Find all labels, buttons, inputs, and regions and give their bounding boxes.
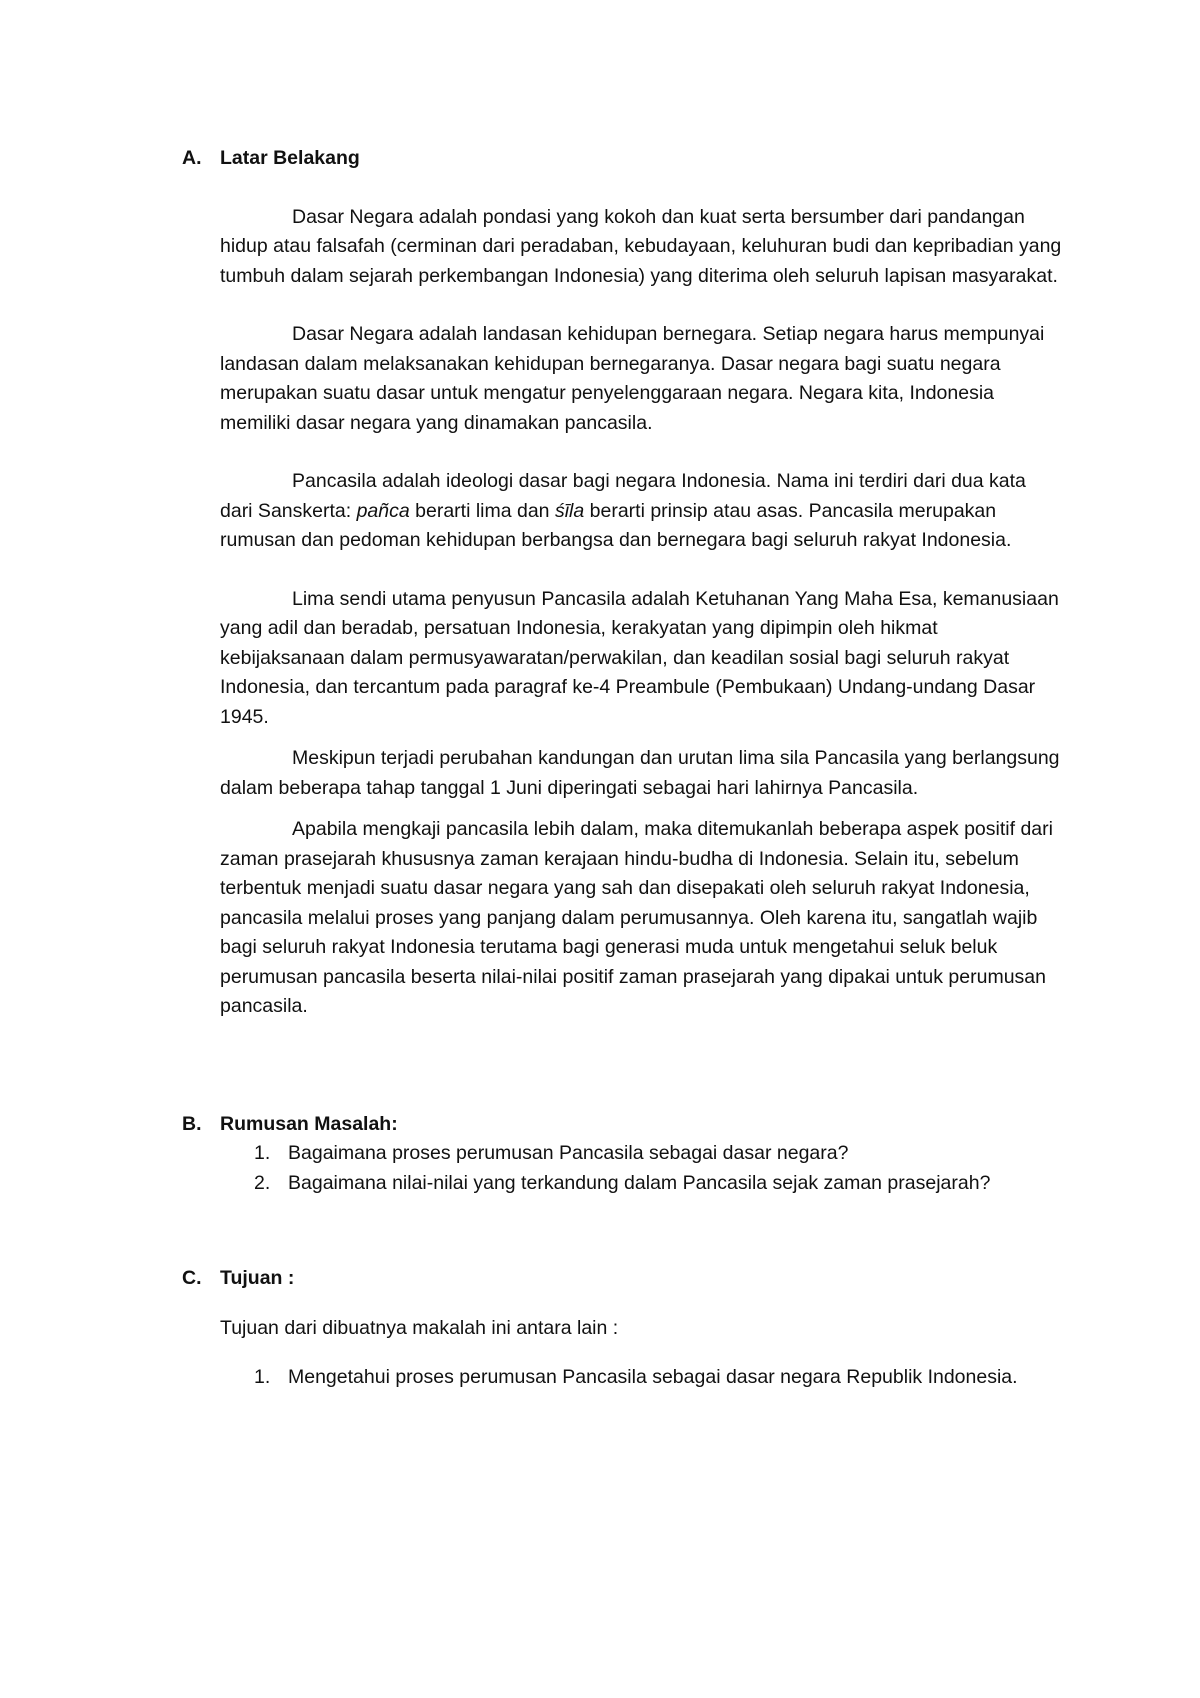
term-sila: śīla xyxy=(554,499,585,522)
section-b-heading xyxy=(182,1110,1062,1140)
section-c-heading xyxy=(182,1264,1062,1294)
section-c-letter: C. xyxy=(182,1267,202,1289)
paragraph-3-part-b: berarti lima dan xyxy=(409,499,555,522)
list-item-text: Mengetahui proses perumusan Pancasila sebagai dasar negara Republik Indonesia. xyxy=(288,1366,1018,1388)
list-item xyxy=(220,1363,1062,1393)
section-b-letter: B. xyxy=(182,1112,202,1135)
list-item xyxy=(220,1169,1062,1199)
term-panca: pañca xyxy=(356,499,410,522)
problem-list xyxy=(220,1139,1062,1198)
paragraph-3 xyxy=(220,467,1062,556)
paragraph-5: Meskipun terjadi perubahan kandungan dan urutan lima sila Pancasila yang berlangsung dalam beberapa tahap tanggal 1 Juni diperingati sebagai hari lahirnya Pancasila. xyxy=(220,747,1060,799)
section-a-heading xyxy=(182,144,1062,174)
paragraph-2: Dasar Negara adalah landasan kehidupan bernegara. Setiap negara harus mempunyai landasan dalam melaksanakan kehidupan bernegaranya. Dasar negara bagi suatu negara merupakan suatu dasar untuk mengatur penyelenggaraan negara. Negara kita, Indonesia memiliki dasar negara yang dinamakan pancasila. xyxy=(220,323,1045,434)
list-item xyxy=(220,1139,1062,1169)
paragraph-3-part-a: Pancasila adalah ideologi dasar bagi negara Indonesia. Nama ini terdiri dari dua kata dari Sanskerta: xyxy=(220,470,1026,522)
list-item-number: 1. xyxy=(254,1366,271,1388)
list-item-number: 2. xyxy=(254,1171,271,1194)
objective-intro: Tujuan dari dibuatnya makalah ini antara lain : xyxy=(220,1316,619,1339)
paragraph-4: Lima sendi utama penyusun Pancasila adalah Ketuhanan Yang Maha Esa, kemanusiaan yang adil dan beradab, persatuan Indonesia, kerakyatan yang dipimpin oleh hikmat kebijaksanaan dalam permusyawaratan/perwakilan, dan keadilan sosial bagi seluruh rakyat Indonesia, dan tercantum pada paragraf ke-4 Preambule (Pembukaan) Undang-undang Dasar 1945. xyxy=(220,587,1059,728)
list-item-number: 1. xyxy=(254,1142,271,1164)
section-c-title: Tujuan : xyxy=(220,1267,295,1289)
paragraph-3-part-c: berarti prinsip atau asas. Pancasila merupakan rumusan dan pedoman kehidupan berbangsa dan bernegara bagi seluruh rakyat Indonesia. xyxy=(220,499,1012,551)
paragraph-1: Dasar Negara adalah pondasi yang kokoh dan kuat serta bersumber dari pandangan hidup atau falsafah (cerminan dari peradaban, kebudayaan, keluhuran budi dan kepribadian yang tumbuh dalam sejarah perkembangan Indonesia) yang diterima oleh seluruh lapisan masyarakat. xyxy=(220,205,1062,287)
list-item-text: Bagaimana proses perumusan Pancasila sebagai dasar negara? xyxy=(288,1142,849,1164)
objective-list xyxy=(220,1363,1062,1393)
list-item-text: Bagaimana nilai-nilai yang terkandung dalam Pancasila sejak zaman prasejarah? xyxy=(288,1171,991,1194)
section-a-letter: A. xyxy=(182,147,202,169)
paragraph-6: Apabila mengkaji pancasila lebih dalam, maka ditemukanlah beberapa aspek positif dari zaman prasejarah khususnya zaman kerajaan hindu-budha di Indonesia. Selain itu, sebelum terbentuk menjadi suatu dasar negara yang sah dan disepakati oleh seluruh rakyat Indonesia, pancasila melalui proses yang panjang dalam perumusannya. Oleh karena itu, sangatlah wajib bagi seluruh rakyat Indonesia terutama bagi generasi muda untuk mengetahui seluk beluk perumusan pancasila beserta nilai-nilai positif zaman prasejarah yang dipakai untuk perumusan pancasila. xyxy=(220,818,1053,1017)
section-b-title: Rumusan Masalah: xyxy=(220,1112,398,1135)
document-content xyxy=(182,144,1062,1393)
section-a-title: Latar Belakang xyxy=(220,147,360,169)
